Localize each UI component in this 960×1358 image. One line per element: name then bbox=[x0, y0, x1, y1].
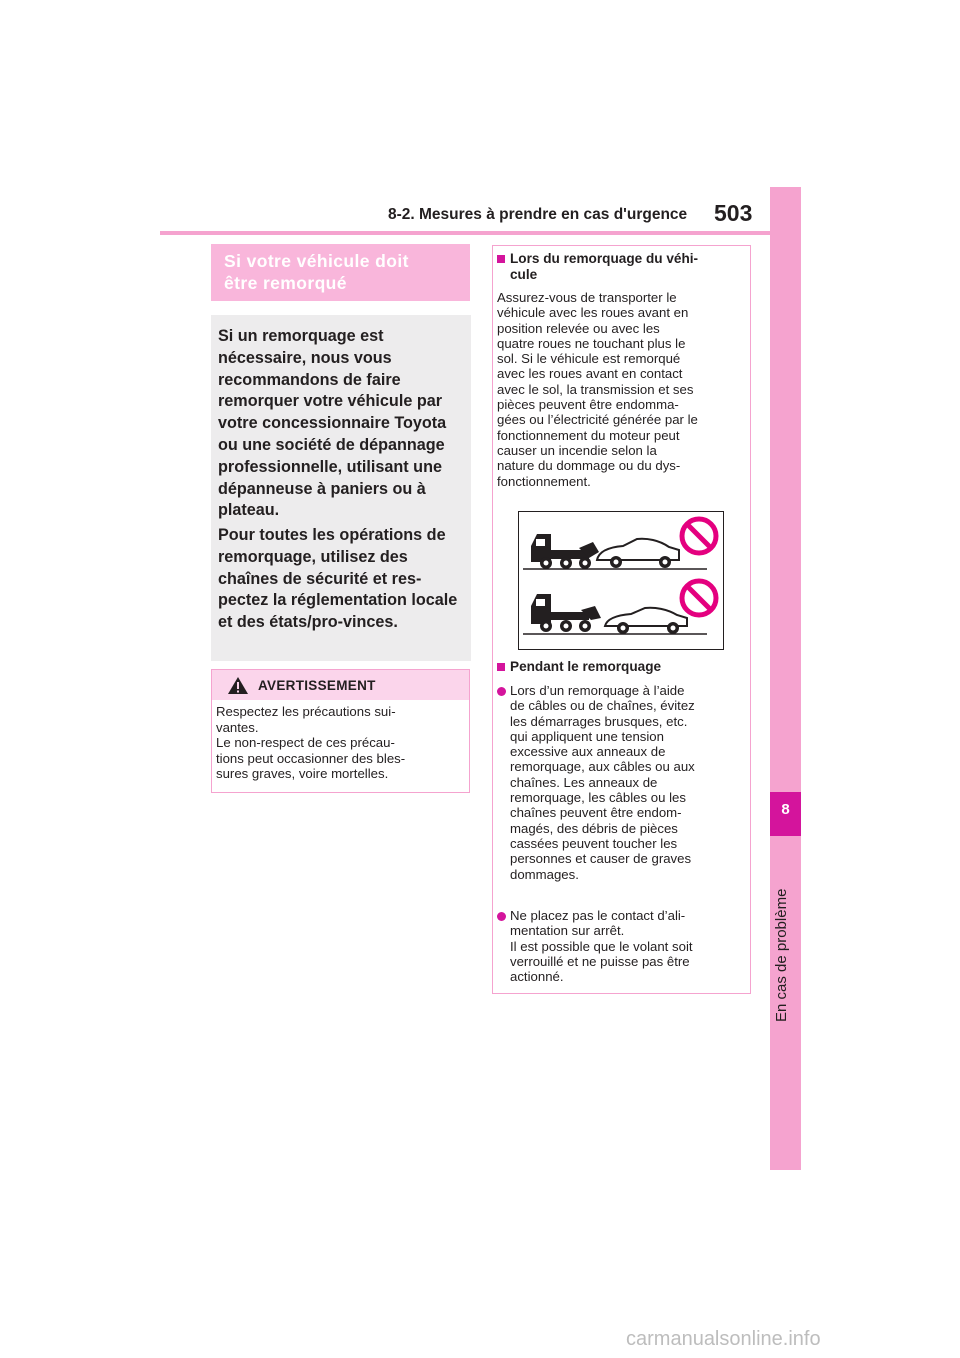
warning-line: Le non-respect de ces précau- bbox=[216, 735, 395, 750]
warning-title: AVERTISSEMENT bbox=[258, 678, 376, 693]
prohibition-icon bbox=[682, 519, 716, 553]
warning-text bbox=[216, 704, 466, 782]
text-line: véhicule avec les roues avant en bbox=[497, 305, 689, 321]
towing-heading bbox=[510, 251, 698, 282]
round-bullet-icon bbox=[497, 687, 506, 696]
text-line: avec les roues avant en contact bbox=[497, 366, 683, 382]
square-bullet-icon bbox=[497, 663, 505, 671]
text-line: nature du dommage ou du dys- bbox=[497, 458, 681, 474]
text-line: qui appliquent une tension bbox=[510, 728, 664, 744]
text-line: chaînes. Les anneaux de bbox=[510, 774, 658, 790]
towing-info-box bbox=[492, 245, 751, 994]
warning-line: tions peut occasionner des bles- bbox=[216, 750, 406, 766]
warning-line: Respectez les précautions sui- bbox=[216, 704, 396, 719]
towing-heading-line1: Lors du remorquage du véhi- bbox=[510, 251, 699, 266]
chapter-label-text: En cas de problème bbox=[773, 888, 790, 1022]
text-line: Lors d’un remorquage à l’aide bbox=[510, 683, 685, 698]
text-line: mentation sur arrêt. bbox=[510, 923, 625, 939]
section-title: 8-2. Mesures à prendre en cas d'urgence bbox=[388, 206, 688, 223]
section-heading-line1: Si votre véhicule doit bbox=[224, 251, 409, 271]
bullet-item-2 bbox=[510, 908, 750, 984]
warning-line: sures graves, voire mortelles. bbox=[216, 766, 389, 781]
section-heading bbox=[211, 244, 470, 301]
text-line: remorquage, aux câbles ou aux bbox=[510, 759, 695, 775]
header-rule bbox=[160, 231, 770, 235]
text-line: fonctionnement. bbox=[497, 473, 591, 489]
warning-box bbox=[211, 669, 470, 793]
text-line: fonctionnement du moteur peut bbox=[497, 427, 680, 443]
warning-header bbox=[212, 670, 469, 700]
text-line: causer un incendie selon la bbox=[497, 442, 657, 458]
bullet-item-1 bbox=[510, 683, 750, 882]
text-line: Assurez-vous de transporter le bbox=[497, 290, 677, 305]
section-heading-line2: être remorqué bbox=[224, 273, 347, 293]
text-line: Il est possible que le volant soit bbox=[510, 938, 693, 954]
intro-box bbox=[211, 315, 471, 661]
towing-paragraph bbox=[497, 290, 749, 489]
towing-heading-line2: cule bbox=[510, 266, 538, 282]
text-line: gées ou l’électricité générée par le bbox=[497, 412, 698, 428]
warning-triangle-icon bbox=[227, 676, 249, 695]
text-line: quatre roues ne touchant plus le bbox=[497, 335, 686, 351]
text-line: cassées peuvent toucher les bbox=[510, 835, 678, 851]
square-bullet-icon bbox=[497, 255, 505, 263]
text-line: de câbles ou de chaînes, évitez bbox=[510, 698, 695, 714]
text-line: Ne placez pas le contact d’ali- bbox=[510, 908, 686, 923]
towing-illustration bbox=[518, 511, 724, 650]
text-line: personnes et causer de graves bbox=[510, 851, 692, 867]
chapter-label bbox=[773, 850, 797, 1030]
text-line: position relevée ou avec les bbox=[497, 320, 660, 336]
intro-paragraph-2: Pour toutes les opérations de remorquage, utilisez des chaînes de sécurité et res-pectez la réglementation locale et des états/pro-vinces. bbox=[218, 526, 458, 632]
text-line: verrouillé et ne puisse pas être bbox=[510, 953, 690, 969]
text-line: sol. Si le véhicule est remorqué bbox=[497, 351, 681, 367]
text-line: avec le sol, la transmission et ses bbox=[497, 381, 694, 397]
text-line: les démarrages brusques, etc. bbox=[510, 713, 688, 729]
prohibition-icon bbox=[682, 581, 716, 615]
tow-truck-front-wheels-down bbox=[523, 534, 707, 569]
text-line: remorquage, les câbles ou les bbox=[510, 790, 686, 806]
text-line: dommages. bbox=[510, 866, 579, 882]
text-line: chaînes peuvent être endom- bbox=[510, 805, 682, 821]
intro-paragraph-1: Si un remorquage est nécessaire, nous vous recommandons de faire remorquer votre véhicule par votre concessionnaire Toyota ou une société de dépannage professionnelle, utilisant une dépanneuse à paniers ou à plateau. bbox=[218, 327, 447, 520]
chapter-number: 8 bbox=[781, 801, 790, 818]
tow-truck-illustration bbox=[519, 512, 723, 649]
round-bullet-icon bbox=[497, 912, 506, 921]
warning-line: vantes. bbox=[216, 719, 259, 735]
watermark: carmanualsonline.info bbox=[626, 1328, 821, 1350]
page-number: 503 bbox=[714, 200, 753, 226]
text-line: actionné. bbox=[510, 969, 564, 985]
text-line: excessive aux anneaux de bbox=[510, 744, 666, 760]
text-line: magés, des débris de pièces bbox=[510, 820, 678, 836]
during-towing-heading: Pendant le remorquage bbox=[510, 659, 662, 674]
tow-truck-flat-lift bbox=[523, 594, 707, 634]
text-line: pièces peuvent être endomma- bbox=[497, 397, 679, 413]
